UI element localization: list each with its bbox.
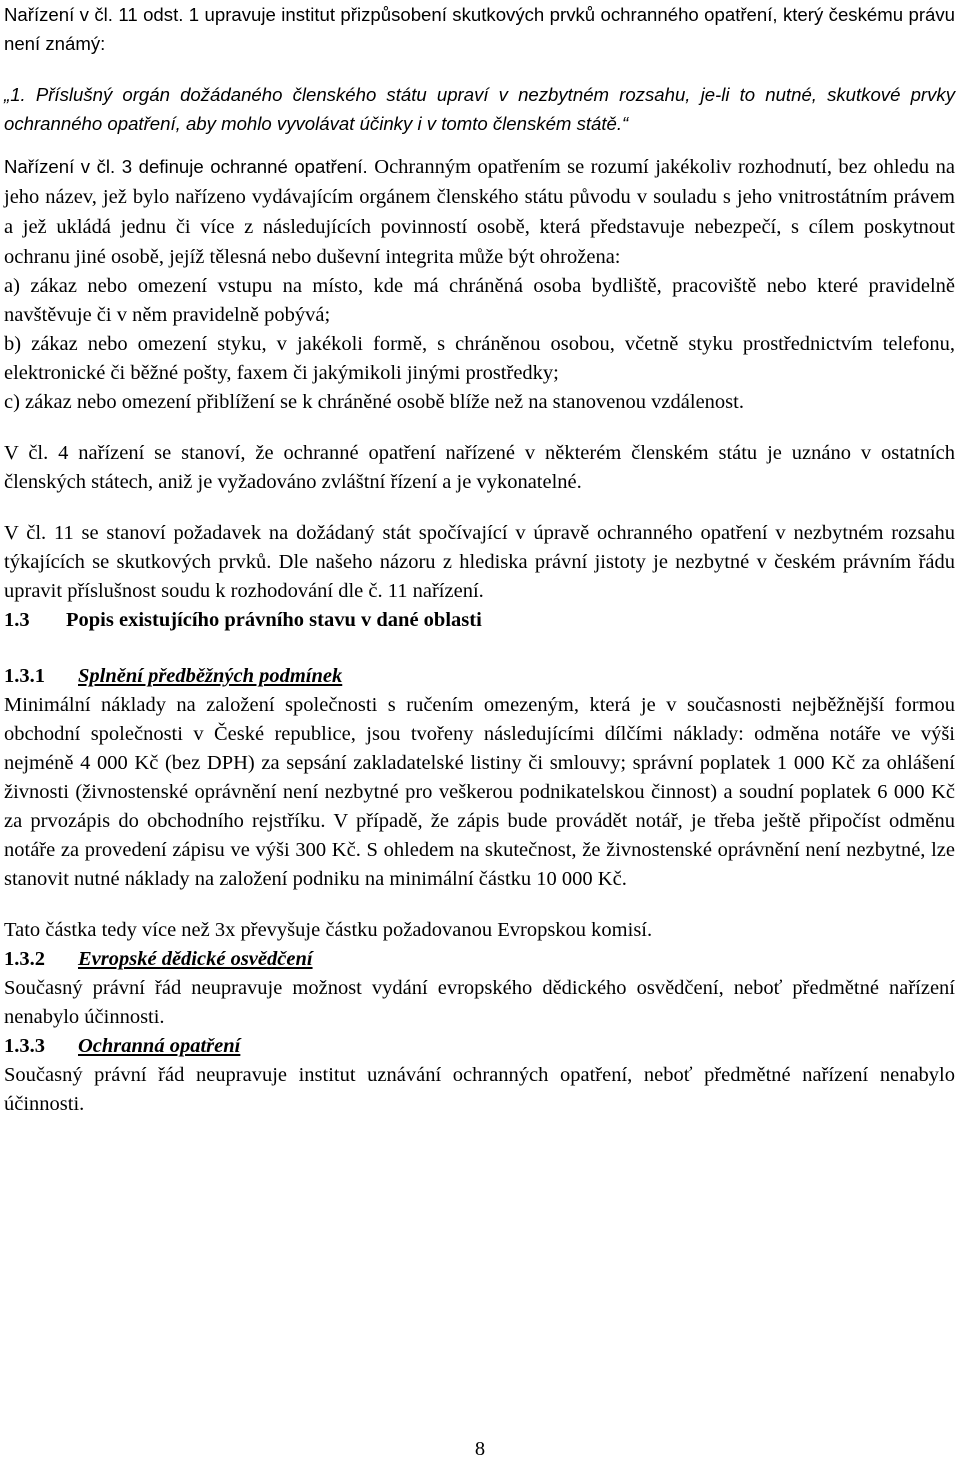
section-1-3-1-note: Tato částka tedy více než 3x převyšuje částku požadovanou Evropskou komisí.	[4, 919, 653, 941]
article-11-paragraph: V čl. 11 se stanoví požadavek na dožádaný stát spočívající v úpravě ochranného opatření v nezbytném rozsahu týkajících se skutkových prvků. Dle našeho názoru z hlediska právní jistoty je nezbytné v českém právním řádu upravit příslušnost soudu k rozhodování dle č. 11 nařízení.	[4, 522, 955, 602]
article-4-paragraph: V čl. 4 nařízení se stanoví, že ochranné opatření nařízené v některém členském státu je uznáno v ostatních členských státech, aniž je vyžadováno zvláštní řízení a je vykonatelné.	[4, 442, 955, 493]
list-item-c: c) zákaz nebo omezení přiblížení se k chráněné osobě blíže než na stanovenou vzdálenost.	[4, 391, 744, 413]
section-heading-1-3	[4, 606, 955, 635]
section-title: Evropské dědické osvědčení	[78, 948, 313, 970]
section-title: Popis existujícího právního stavu v dané oblasti	[66, 609, 482, 631]
article-3-lead: Nařízení v čl. 3 definuje ochranné opatření.	[4, 156, 368, 177]
list-item-a: a) zákaz nebo omezení vstupu na místo, kde má chráněná osoba bydliště, pracoviště nebo které pravidelně navštěvuje či v něm pravidelně pobývá;	[4, 275, 955, 326]
article-3-definition: Ochranným opatřením se rozumí jakékoliv rozhodnutí, bez ohledu na jeho název, jež bylo nařízeno vydávajícím orgánem členského státu původu v souladu s jeho vnitrostátním právem a jež ukládá jednu či více z následujících povinností osobě, která představuje nebezpečí, s cílem poskytnout ochranu jiné osobě, jejíž tělesná nebo duševní integrita může být ohrožena:	[4, 156, 955, 268]
section-number: 1.3	[4, 609, 30, 631]
intro-paragraph: Nařízení v čl. 11 odst. 1 upravuje institut přizpůsobení skutkových prvků ochranného opatření, který českému právu není známý:	[4, 4, 955, 54]
section-heading-1-3-3	[4, 1032, 955, 1061]
section-1-3-2-body: Současný právní řád neupravuje možnost vydání evropského dědického osvědčení, neboť předmětné nařízení nenabylo účinnosti.	[4, 977, 955, 1028]
section-title: Splnění předběžných podmínek	[78, 665, 343, 687]
document-page	[4, 0, 955, 1119]
section-number: 1.3.1	[4, 665, 45, 687]
quoted-article-11: „1. Příslušný orgán dožádaného členského státu upraví v nezbytném rozsahu, je-li to nutné, skutkové prvky ochranného opatření, aby mohlo vyvolávat účinky i v tomto členském státě.“	[4, 84, 955, 134]
section-number: 1.3.2	[4, 948, 45, 970]
list-item-b: b) zákaz nebo omezení styku, v jakékoli formě, s chráněnou osobou, včetně styku prostřednictvím telefonu, elektronické či běžné pošty, faxem či jakýmikoli jinými prostředky;	[4, 333, 955, 384]
section-title: Ochranná opatření	[78, 1035, 241, 1057]
section-heading-1-3-2	[4, 945, 955, 974]
article-3-paragraph	[4, 152, 955, 272]
section-1-3-3-body: Současný právní řád neupravuje institut uznávání ochranných opatření, neboť předmětné nařízení nenabylo účinnosti.	[4, 1064, 955, 1115]
page-number: 8	[474, 1438, 486, 1460]
section-heading-1-3-1	[4, 662, 955, 691]
section-number: 1.3.3	[4, 1035, 45, 1057]
section-1-3-1-body: Minimální náklady na založení společnosti s ručením omezeným, která je v současnosti nejběžnější formou obchodní společnosti v České republice, jsou tvořeny následujícími dílčími náklady: odměna notáře ve výši nejméně 4 000 Kč (bez DPH) za sepsání zakladatelské listiny či smlouvy; správní poplatek 1 000 Kč za ohlášení živnosti (živnostenské oprávnění není nezbytné pro veškerou podnikatelskou činnost) a soudní poplatek 6 000 Kč za prvozápis do obchodního rejstříku. V případě, že zápis bude provádět notář, je třeba ještě připočíst odměnu notáře za provedení zápisu ve výši 300 Kč. S ohledem na skutečnost, že živnostenské oprávnění není nezbytné, lze stanovit nutné náklady na založení podniku na minimální částku 10 000 Kč.	[4, 694, 955, 890]
